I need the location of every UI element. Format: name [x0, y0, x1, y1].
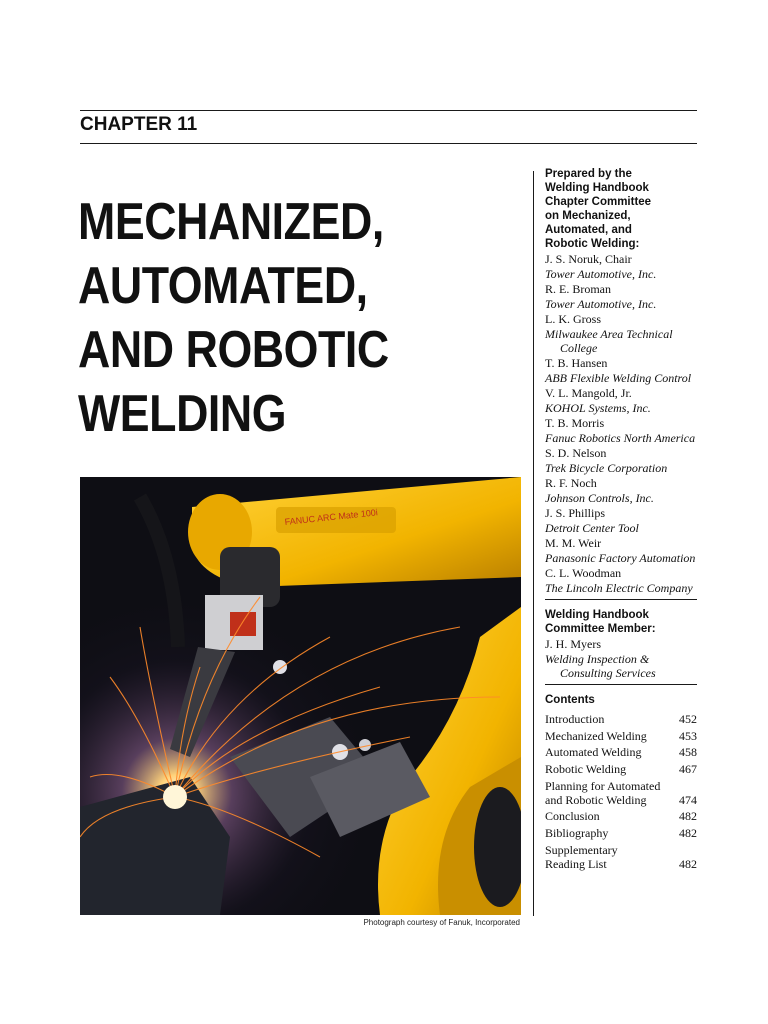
sidebar-rule: [533, 171, 534, 916]
robot-welding-photo: [80, 477, 521, 915]
sidebar-divider: [545, 684, 697, 685]
contents-entry: Introduction 452: [545, 712, 697, 726]
committee-member: T. B. Morris Fanuc Robotics North America: [545, 416, 696, 445]
chapter-label: CHAPTER 11: [80, 114, 198, 135]
contents-entry: Mechanized Welding 453: [545, 728, 697, 743]
title-line: WELDING: [78, 385, 287, 443]
handbook-committee-member: J. H. Myers Welding Inspection & Consulting Services: [545, 637, 656, 680]
chapter-rule: [80, 143, 697, 144]
top-rule: [80, 110, 697, 111]
committee-member: C. L. Woodman The Lincoln Electric Company: [545, 566, 693, 595]
committee-heading: Prepared by the Welding Handbook Chapter Committee on Mechanized, Automated, and Robotic Welding:: [545, 168, 652, 250]
committee-member: V. L. Mangold, Jr. KOHOL Systems, Inc.: [545, 386, 651, 415]
contents-entry: Conclusion 482: [545, 809, 697, 824]
committee-member: R. F. Noch Johnson Controls, Inc.: [545, 476, 654, 505]
committee-member: J. S. Phillips Detroit Center Tool: [545, 506, 639, 535]
committee-member: M. M. Weir Panasonic Factory Automation: [545, 536, 696, 565]
title-line: AUTOMATED,: [78, 257, 368, 315]
chapter-title: [78, 190, 389, 446]
sidebar: [545, 167, 697, 874]
committee-member: S. D. Nelson Trek Bicycle Corporation: [545, 446, 668, 475]
handbook-committee-heading: Welding Handbook Committee Member:: [545, 609, 656, 635]
committee-member: L. K. Gross Milwaukee Area Technical College: [545, 312, 673, 355]
contents-heading: Contents: [545, 694, 595, 706]
contents-entry: Bibliography 482: [545, 826, 697, 841]
contents-entry: Automated Welding 458: [545, 745, 697, 760]
title-line: AND ROBOTIC: [78, 321, 389, 379]
contents-entry: and Robotic Welding 474: [545, 792, 697, 807]
contents-entry: Robotic Welding 467: [545, 762, 697, 777]
photo-caption: Photograph courtesy of Fanuk, Incorporated: [363, 918, 520, 927]
committee-member: R. E. Broman Tower Automotive, Inc.: [545, 282, 657, 311]
committee-member: J. S. Noruk, Chair Tower Automotive, Inc.: [545, 252, 657, 281]
sidebar-divider: [545, 599, 697, 600]
contents-entry: Reading List 482: [545, 856, 697, 871]
contents-entry: Planning for Automated: [545, 778, 661, 793]
robot-label: FANUC ARC Mate 100i: [284, 507, 379, 527]
title-line: MECHANIZED,: [78, 193, 384, 251]
contents-table: [545, 712, 697, 874]
contents-entry: Supplementary: [545, 842, 618, 857]
committee-member: T. B. Hansen ABB Flexible Welding Control: [545, 356, 692, 385]
